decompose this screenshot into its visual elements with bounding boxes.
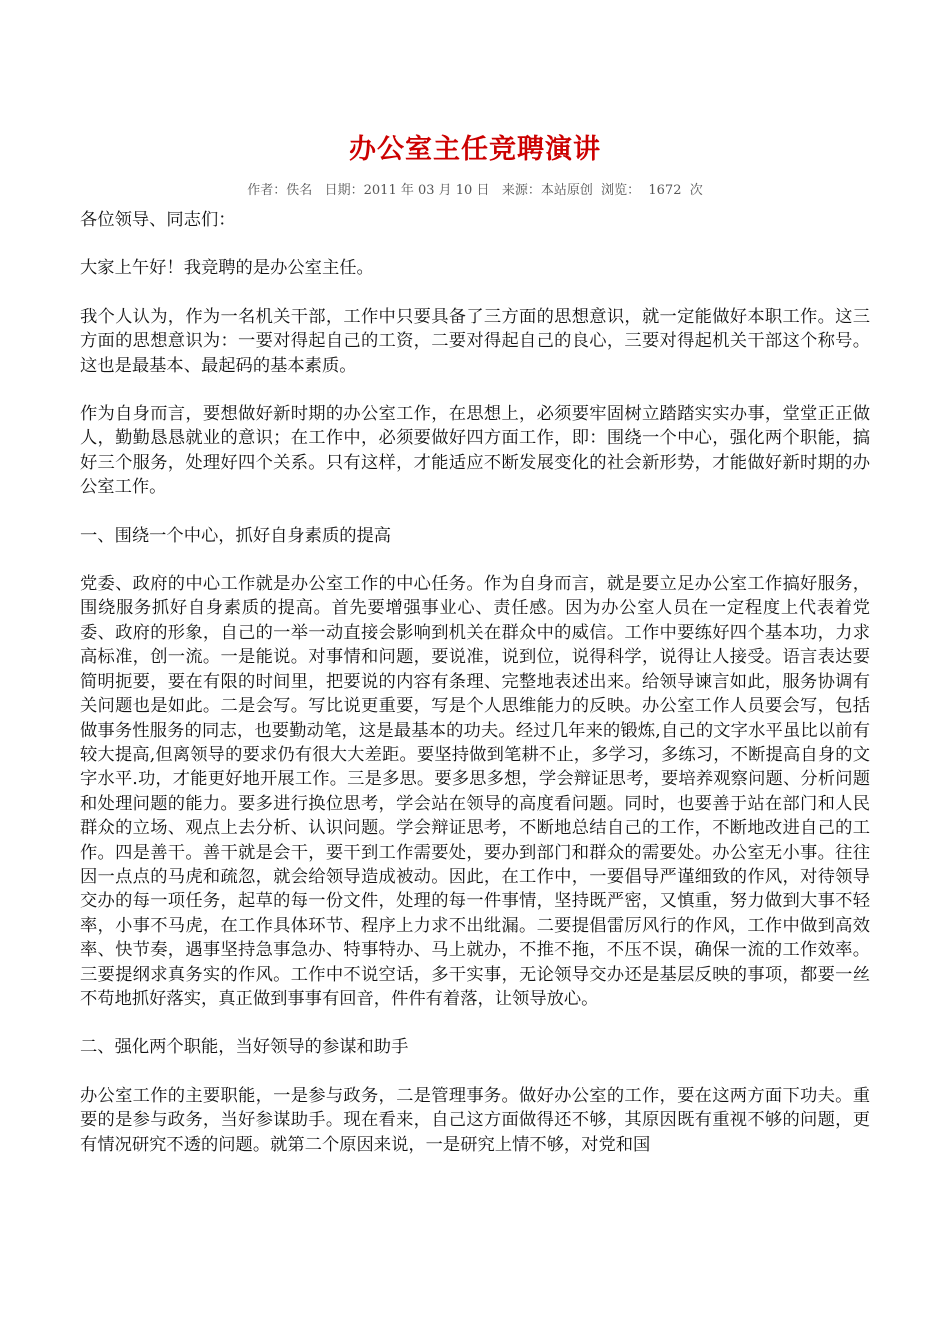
section-heading: 二、强化两个职能，当好领导的参谋和助手 [80, 1037, 409, 1058]
paragraph: 办公室工作的主要职能，一是参与政务，二是管理事务。做好办公室的工作，要在这两方面下功夫。重要的是参与政务，当好参谋助手。现在看来，自己这方面做得还不够，其原因既有重视不够的问题，更有情况研究不透的问题。就第二个原因来说，一是研究上情不够，对党和国 [80, 1085, 870, 1155]
paragraph-greeting: 各位领导、同志们： [80, 210, 236, 230]
section-heading: 一、围绕一个中心，抓好自身素质的提高 [80, 525, 392, 546]
paragraph-opening: 大家上午好！我竞聘的是办公室主任。 [80, 258, 374, 279]
article-body [80, 208, 870, 1181]
paragraph: 作为自身而言，要想做好新时期的办公室工作，在思想上，必须要牢固树立踏踏实实办事，堂堂正正做人，勤勤恳恳就业的意识；在工作中，必须要做好四方面工作，即：围绕一个中心，强化两个职能，搞好三个服务，处理好四个关系。只有这样，才能适应不断发展变化的社会新形势，才能做好新时期的办公室工作。 [80, 404, 870, 498]
article-title: 办公室主任竞聘演讲 [349, 134, 601, 165]
paragraph: 我个人认为，作为一名机关干部，工作中只要具备了三方面的思想意识，就一定能做好本职工作。这三方面的思想意识为：一要对得起自己的工资，二要对得起自己的良心，三要对得起机关干部这个称号。这也是最基本、最起码的基本素质。 [80, 306, 870, 376]
article-meta: 作者：佚名 日期：2011 年 03 月 10 日 来源：本站原创 浏览： 1672 次 [247, 183, 703, 198]
paragraph: 党委、政府的中心工作就是办公室工作的中心任务。作为自身而言，就是要立足办公室工作搞好服务，围绕服务抓好自身素质的提高。首先要增强事业心、责任感。因为办公室人员在一定程度上代表着党委、政府的形象，自己的一举一动直接会影响到机关在群众中的威信。工作中要练好四个基本功，力求高标准，创一流。一是能说。对事情和问题，要说准，说到位，说得科学，说得让人接受。语言表达要简明扼要，要在有限的时间里，把要说的内容有条理、完整地表述出来。给领导谏言如此，服务协调有关问题也是如此。二是会写。写比说更重要，写是个人思维能力的反映。办公室工作人员要会写，包括做事务性服务的同志，也要勤动笔，这是最基本的功夫。经过几年来的锻炼,自己的文字水平虽比以前有较大提高,但离领导的要求仍有很大大差距。要坚持做到笔耕不止，多学习，多练习，不断提高自身的文字水平.功，才能更好地开展工作。三是多思。要多思多想，学会辩证思考，要培养观察问题、分析问题和处理问题的能力。要多进行换位思考，学会站在领导的高度看问题。同时，也要善于站在部门和人民群众的立场、观点上去分析、认识问题。学会辩证思考，不断地总结自己的工作，不断地改进自己的工作。四是善干。善干就是会干，要干到工作需要处，要办到部门和群众的需要处。办公室无小事。往往因一点点的马虎和疏忽，就会给领导造成被动。因此，在工作中，一要倡导严谨细致的作风，对待领导交办的每一项任务，起草的每一份文件，处理的每一件事情，坚持既严密，又慎重，努力做到大事不轻率，小事不马虎，在工作具体环节、程序上力求不出纰漏。二要提倡雷厉风行的作风，工作中做到高效率、快节奏，遇事坚持急事急办、特事特办、马上就办，不推不拖，不压不误，确保一流的工作效率。三要提纲求真务实的作风。工作中不说空话，多干实事，无论领导交办还是基层反映的事项，都要一丝不苟地抓好落实，真正做到事事有回音，件件有着落，让领导放心。 [80, 574, 870, 1009]
